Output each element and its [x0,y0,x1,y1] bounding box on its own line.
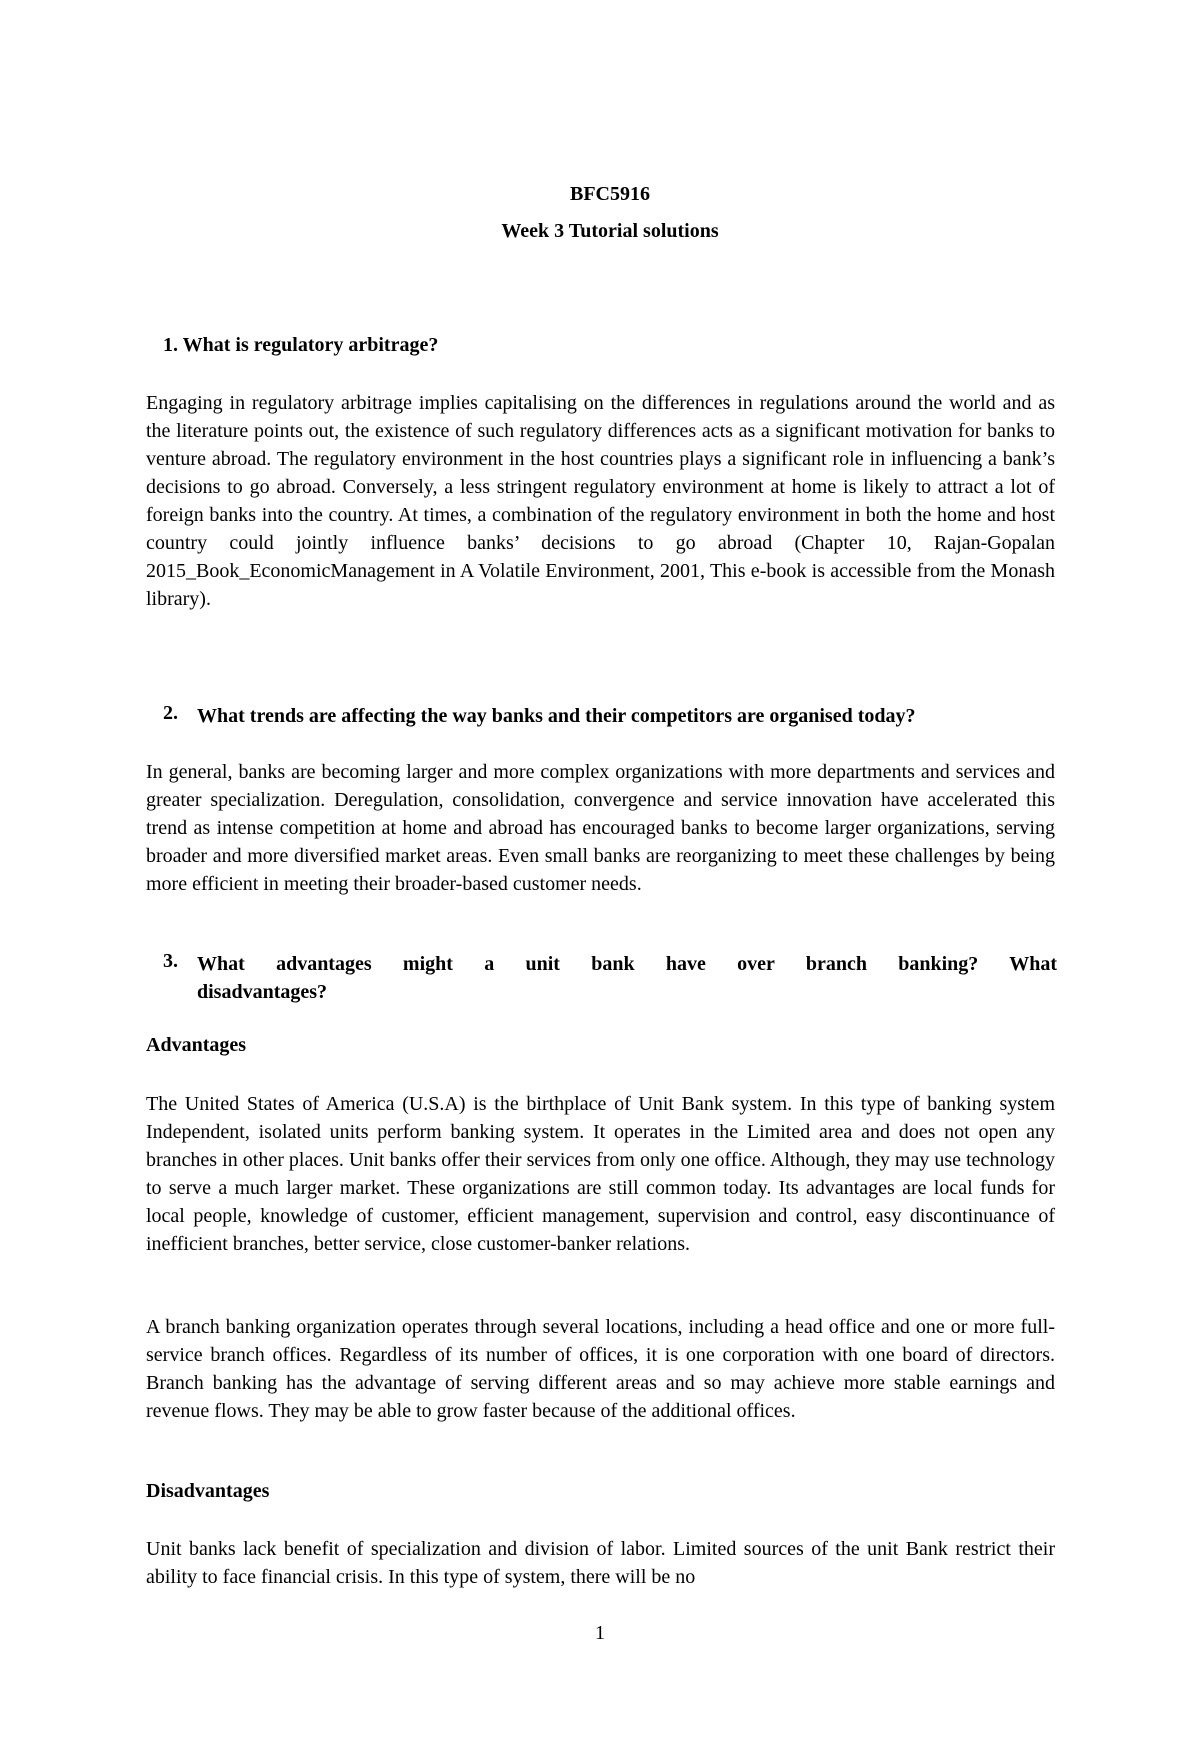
question-1-heading [163,334,438,357]
advantages-paragraph-2: A branch banking organization operates through several locations, including a head office and one or more full-service branch offices. Regardless of its number of offices, it is one corporation with one board of directors. Branch banking has the advantage of serving different areas and so may achieve more stable earnings and revenue flows. They may be able to grow faster because of the additional offices. [146,1316,1055,1422]
question-3-text-line2: disadvantages? [197,981,328,1003]
disadvantages-paragraph-1: Unit banks lack benefit of specialization and division of labor. Limited sources of the unit Bank restrict their ability to face financial crisis. In this type of system, there will be no [146,1538,1055,1588]
disadvantages-heading: Disadvantages [146,1480,270,1502]
advantages-paragraph-1: The United States of America (U.S.A) is the birthplace of Unit Bank system. In this type of banking system Independent, isolated units perform banking system. It operates in the Limited area and does not open any branches in other places. Unit banks offer their services from only one office. Although, they may use technology to serve a much larger market. These organizations are still common today. Its advantages are local funds for local people, knowledge of customer, efficient management, supervision and control, easy discontinuance of inefficient branches, better service, close customer-banker relations. [146,1093,1055,1255]
advantages-heading: Advantages [146,1034,247,1056]
question-2-number: 2. [163,702,178,724]
question-1-answer: Engaging in regulatory arbitrage implies capitalising on the differences in regulations around the world and as the literature points out, the existence of such regulatory differences acts as a significant motivation for banks to venture abroad. The regulatory environment in the host countries plays a significant role in influencing a bank’s decisions to go abroad. Conversely, a less stringent regulatory environment at home is likely to attract a lot of foreign banks into the country. At times, a combination of the regulatory environment in both the home and host country could jointly influence banks’ decisions to go abroad (Chapter 10, Rajan-Gopalan 2015_Book_EconomicManagement in A Volatile Environment, 2001, This e-book is accessible from the Monash library). [146,392,1055,610]
question-3-number: 3. [163,950,178,972]
question-3-text-line1: What advantages might a unit bank have over branch banking? What [197,953,1057,975]
page-number: 1 [595,1622,605,1644]
question-1-text: What is regulatory arbitrage? [182,334,439,356]
tutorial-subtitle: Week 3 Tutorial solutions [501,220,719,242]
course-code-title: BFC5916 [570,183,650,205]
question-2-text: What trends are affecting the way banks and their competitors are organised today? [197,705,916,727]
question-2-answer: In general, banks are becoming larger and more complex organizations with more departments and services and greater specialization. Deregulation, consolidation, convergence and service innovation have accelerated this trend as intense competition at home and abroad has encouraged banks to become larger organizations, serving broader and more diversified market areas. Even small banks are reorganizing to meet these challenges by being more efficient in meeting their broader-based customer needs. [146,761,1055,895]
question-1-number: 1. [163,334,178,356]
